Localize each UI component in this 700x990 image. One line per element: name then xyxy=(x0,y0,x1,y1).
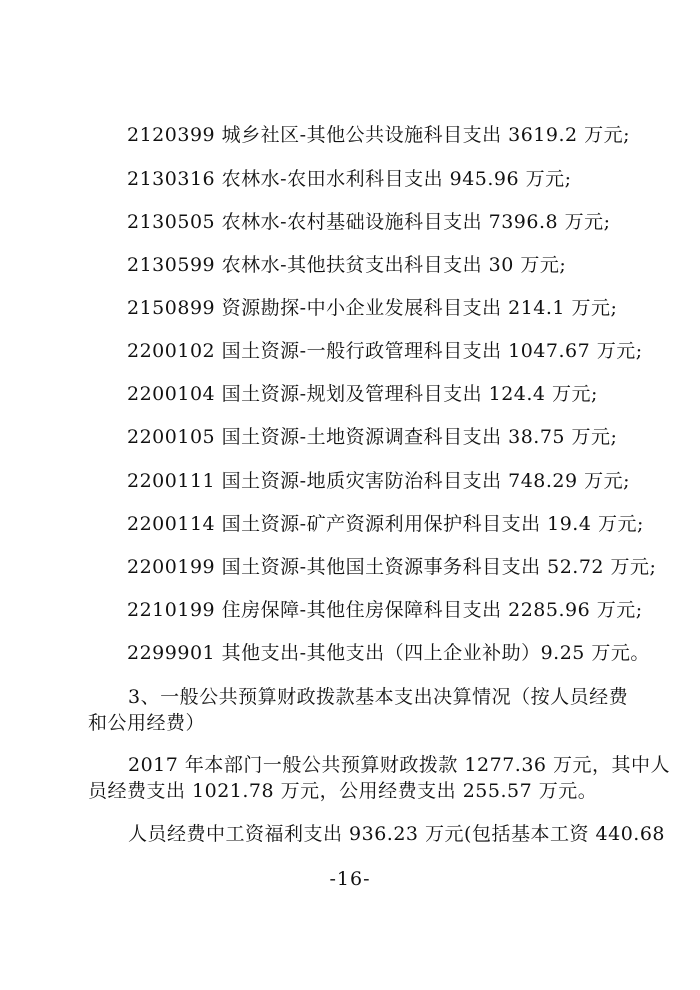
list-item: 2299901 其他支出-其他支出（四上企业补助）9.25 万元。 xyxy=(127,642,650,664)
list-item: 2130316 农林水-农田水利科目支出 945.96 万元; xyxy=(127,168,572,190)
list-item: 2200102 国土资源-一般行政管理科目支出 1047.67 万元; xyxy=(127,340,643,362)
list-item: 2200105 国土资源-土地资源调查科目支出 38.75 万元; xyxy=(127,426,618,448)
list-item: 2200114 国土资源-矿产资源利用保护科目支出 19.4 万元; xyxy=(127,513,644,535)
list-item: 2200104 国土资源-规划及管理科目支出 124.4 万元; xyxy=(127,383,598,405)
list-item: 2120399 城乡社区-其他公共设施科目支出 3619.2 万元; xyxy=(127,124,631,146)
list-item: 2200111 国土资源-地质灾害防治科目支出 748.29 万元; xyxy=(127,470,631,492)
list-item: 2200199 国土资源-其他国土资源事务科目支出 52.72 万元; xyxy=(127,556,657,578)
list-item: 2210199 住房保障-其他住房保障科目支出 2285.96 万元; xyxy=(127,599,643,621)
section-heading-continuation: 和公用经费） xyxy=(88,712,206,734)
paragraph-line: 人员经费中工资福利支出 936.23 万元(包括基本工资 440.68 xyxy=(128,823,665,845)
paragraph-line: 员经费支出 1021.78 万元，公用经费支出 255.57 万元。 xyxy=(88,780,598,802)
list-item: 2130599 农林水-其他扶贫支出科目支出 30 万元; xyxy=(127,254,567,276)
paragraph-line: 2017 年本部门一般公共预算财政拨款 1277.36 万元，其中人 xyxy=(128,754,671,776)
list-item: 2150899 资源勘探-中小企业发展科目支出 214.1 万元; xyxy=(127,297,618,319)
list-item: 2130505 农林水-农村基础设施科目支出 7396.8 万元; xyxy=(127,211,611,233)
page-number: -16- xyxy=(329,868,371,890)
section-heading: 3、一般公共预算财政拨款基本支出决算情况（按人员经费 xyxy=(128,686,629,708)
